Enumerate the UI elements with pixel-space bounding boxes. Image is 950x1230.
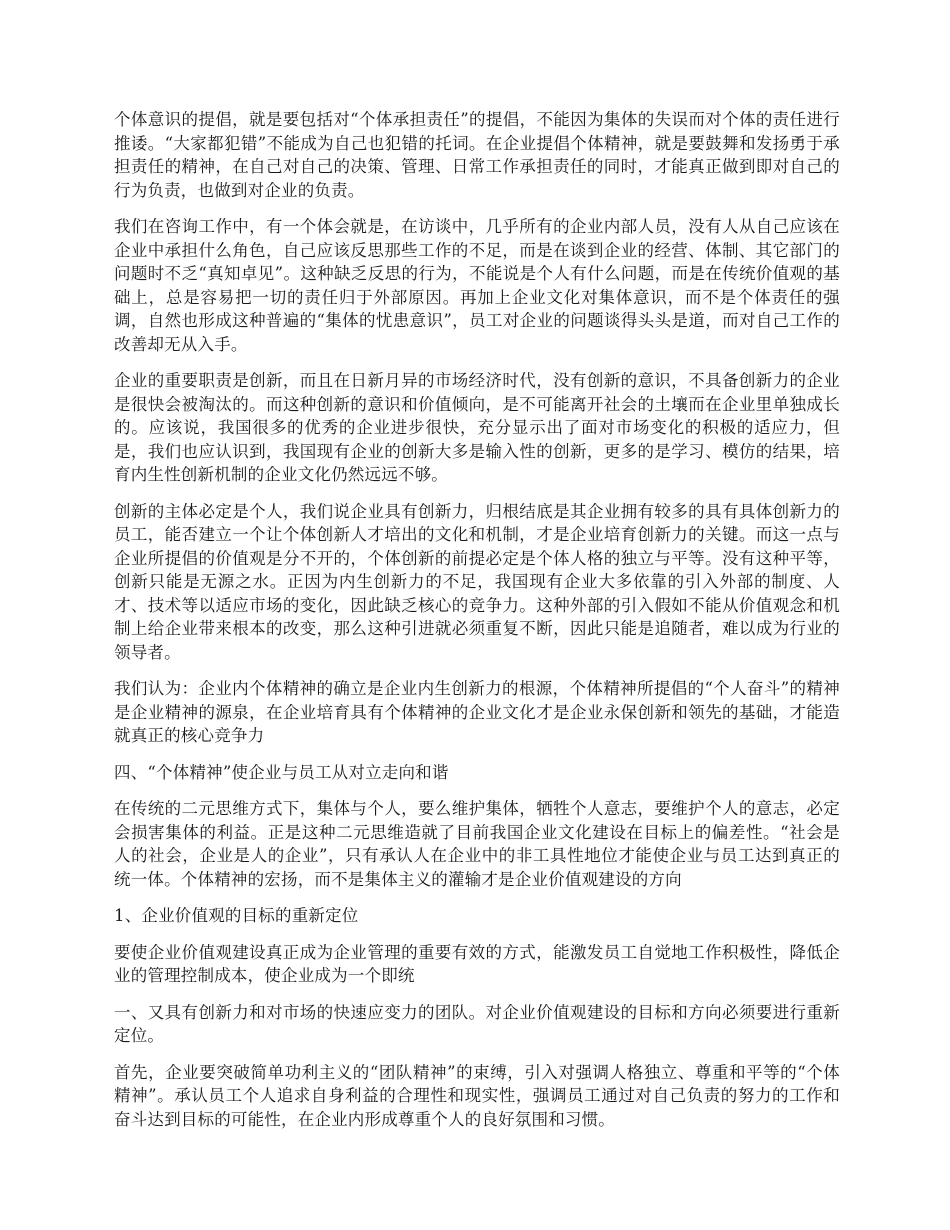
- section-heading-four: 四、“个体精神”使企业与员工从对立走向和谐: [114, 762, 449, 782]
- paragraph-binary-thinking: 在传统的二元思维方式下，集体与个人，要么维护集体，牺牲个人意志，要维护个人的意志，必定会损害集体的利益。正是这种二元思维造就了目前我国企业文化建设在目标上的偏差性。“社会是人的社会，企业是人的企业”，只有承认人在企业中的非工具性地位才能使企业与员工达到真正的统一体。个体精神的宏扬，而不是集体主义的灌输才是企业价值观建设的方向: [114, 799, 840, 889]
- paragraph-team-repositioning: 一、又具有创新力和对市场的快速应变力的团队。对企业价值观建设的目标和方向必须要进行重新定位。: [114, 1002, 840, 1045]
- paragraph-value-goal: 要使企业价值观建设真正成为企业管理的重要有效的方式，能激发员工自觉地工作积极性，降低企业的管理控制成本，使企业成为一个即统: [114, 942, 840, 985]
- subsection-heading-one: 1、企业价值观的目标的重新定位: [114, 906, 359, 925]
- paragraph-consulting-experience: 我们在咨询工作中，有一个体会就是，在访谈中，几乎所有的企业内部人员，没有人从自己应该在企业中承担什么角色，自己应该反思那些工作的不足，而是在谈到企业的经营、体制、其它部门的问题时不乏“真知卓见”。这种缺乏反思的行为，不能说是个人有什么问题，而是在传统价值观的基础上，总是容易把一切的责任归于外部原因。再加上企业文化对集体意识，而不是个体责任的强调，自然也形成这种普遍的“集体的忧患意识”，员工对企业的问题谈得头头是道，而对自己工作的改善却无从入手。: [114, 217, 840, 354]
- paragraph-innovation-duty: 企业的重要职责是创新，而且在日新月异的市场经济时代，没有创新的意识，不具备创新力的企业是很快会被淘汰的。而这种创新的意识和价值倾向，是不可能离开社会的土壤而在企业里单独成长的。应该说，我国很多的优秀的企业进步很快，充分显示出了面对市场变化的积极的适应力，但是，我们也应认识到，我国现有企业的创新大多是输入性的创新，更多的是学习、模仿的结果，培育内生性创新机制的企业文化仍然远远不够。: [114, 371, 840, 484]
- paragraph-conclusion: 我们认为：企业内个体精神的确立是企业内生创新力的根源，个体精神所提倡的“个人奋斗”的精神是企业精神的源泉，在企业培育具有个体精神的企业文化才是企业永保创新和领先的基础，才能造就真正的核心竞争力: [114, 679, 840, 745]
- paragraph-first-step: 首先，企业要突破简单功利主义的“团队精神”的束缚，引入对强调人格独立、尊重和平等的“个体精神”。承认员工个人追求自身利益的合理性和现实性，强调员工通过对自己负责的努力的工作和奋斗达到目标的可能性，在企业内形成尊重个人的良好氛围和习惯。: [114, 1062, 840, 1129]
- paragraph-individual-responsibility: 个体意识的提倡，就是要包括对“个体承担责任”的提倡，不能因为集体的失误而对个体的责任进行推诿。“大家都犯错”不能成为自己也犯错的托词。在企业提倡个体精神，就是要鼓舞和发扬勇于承担责任的精神，在自己对自己的决策、管理、日常工作承担责任的同时，才能真正做到即对自己的行为负责，也做到对企业的负责。: [114, 110, 840, 200]
- paragraph-innovation-subject: 创新的主体必定是个人，我们说企业具有创新力，归根结底是其企业拥有较多的具有具体创新力的员工，能否建立一个让个体创新人才培出的文化和机制，才是企业培育创新力的关键。而这一点与企业所提倡的价值观是分不开的，个体创新的前提必定是个体人格的独立与平等。没有这种平等，创新只能是无源之水。正因为内生创新力的不足，我国现有企业大多依靠的引入外部的制度、人才、技术等以适应市场的变化，因此缺乏核心的竞争力。这种外部的引入假如不能从价值观念和机制上给企业带来根本的改变，那么这种引进就必须重复不断，因此只能是追随者，难以成为行业的领导者。: [114, 501, 840, 662]
- document-body: [114, 108, 840, 1144]
